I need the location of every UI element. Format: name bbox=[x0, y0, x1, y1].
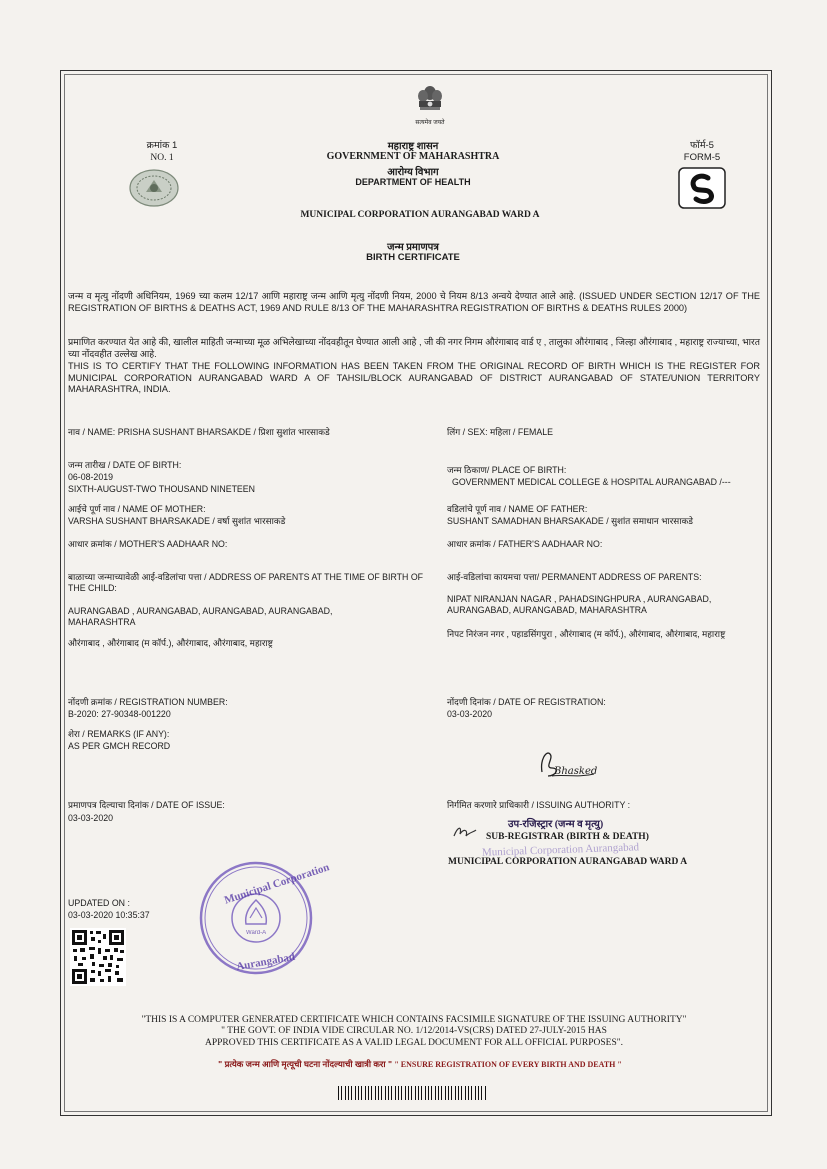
ensure-registration-en: " ENSURE REGISTRATION OF EVERY BIRTH AND DEATH " bbox=[394, 1060, 622, 1069]
certificate-title-mr: जन्म प्रमाणपत्र bbox=[387, 242, 439, 253]
remarks-label: शेरा / REMARKS (IF ANY): bbox=[68, 729, 170, 739]
seal-ward-text: Ward-A bbox=[246, 930, 267, 936]
corporation-title: MUNICIPAL CORPORATION AURANGABAD WARD A bbox=[300, 210, 540, 220]
registration-date-value: 03-03-2020 bbox=[447, 709, 492, 719]
authority-initials-icon bbox=[452, 822, 478, 842]
number-mr: क्रमांक 1 bbox=[146, 140, 178, 151]
emblem-motto: सत्यमेव जयते bbox=[415, 120, 445, 126]
sex-label: लिंग / SEX: bbox=[447, 427, 488, 437]
sex-value: महिला / FEMALE bbox=[490, 427, 554, 437]
signature-text: Bhasked bbox=[554, 766, 598, 777]
permanent-address-mr: निपट निरंजन नगर , पहाडसिंगपुरा , औरंगाबाद (म कॉर्प.), औरंगाबाद, औरंगाबाद, महाराष्ट्र bbox=[447, 629, 726, 639]
registration-number-value: B-2020: 27-90348-001220 bbox=[68, 709, 171, 719]
authority-stamp-line: Municipal Corporation Aurangabad bbox=[481, 841, 640, 859]
registration-date-label: नोंदणी दिनांक / DATE OF REGISTRATION: bbox=[447, 697, 606, 707]
issued-en: (ISSUED UNDER SECTION 12/17 OF THE REGISTRATION OF BIRTHS & DEATHS ACT, 1969 AND RULE 8/13 OF THE MAHARASHTRA REGISTRATION OF BIRTHS & DEATHS RULES 2000) bbox=[68, 291, 760, 313]
dob-words: SIXTH-AUGUST-TWO THOUSAND NINETEEN bbox=[68, 484, 256, 494]
gov-title-en: GOVERNMENT OF MAHARASHTRA bbox=[326, 151, 500, 162]
national-emblem-icon bbox=[412, 84, 448, 118]
updated-on-value: 03-03-2020 10:35:37 bbox=[68, 910, 150, 920]
footer-line-1: "THIS IS A COMPUTER GENERATED CERTIFICATE WHICH CONTAINS FACSIMILE SIGNATURE OF THE ISSUING AUTHORITY" bbox=[141, 1015, 687, 1025]
name-value: PRISHA SUSHANT BHARSAKDE / प्रिशा सुशांत भारसाकडे bbox=[117, 427, 330, 437]
father-aadhaar-label: आधार क्रमांक / FATHER'S AADHAAR NO: bbox=[447, 539, 603, 549]
seal-top-text: Municipal Corporation bbox=[222, 861, 331, 907]
birth-address-label: बाळाच्या जन्माच्यावेळी आई-वडिलांचा पत्ता / ADDRESS OF PARENTS AT THE TIME OF BIRTH OF THE CHILD: bbox=[68, 572, 424, 593]
issued-mr: जन्म व मृत्यु नोंदणी अधिनियम, 1969 च्या कलम 12/17 आणि महाराष्ट्र जन्म आणि मृत्यु नोंदणी नियम, 2000 चे नियम 8/13 अन्वये देण्यात आले आहे. bbox=[68, 291, 576, 301]
dob-label: जन्म तारीख / DATE OF BIRTH: bbox=[68, 460, 182, 470]
updated-on-label: UPDATED ON : bbox=[68, 898, 130, 908]
permanent-address-label: आई-वडिलांचा कायमचा पत्ता/ PERMANENT ADDRESS OF PARENTS: bbox=[447, 572, 702, 582]
qr-code bbox=[70, 928, 126, 986]
maharashtra-seal-icon bbox=[128, 168, 180, 208]
name-label: नाव / NAME: bbox=[68, 427, 116, 437]
issued-under-paragraph bbox=[68, 291, 760, 314]
ensure-registration-mr: " प्रत्येक जन्म आणि मृत्यूची घटना नोंदल्याची खात्री करा " bbox=[218, 1059, 392, 1069]
dept-title-en: DEPARTMENT OF HEALTH bbox=[355, 177, 471, 187]
permanent-address-en: NIPAT NIRANJAN NAGAR , PAHADSINGHPURA , AURANGABAD, AURANGABAD, AURANGABAD, MAHARASHTRA bbox=[447, 594, 712, 615]
registration-number-label: नोंदणी क्रमांक / REGISTRATION NUMBER: bbox=[68, 697, 228, 707]
mother-name-label: आईचे पूर्ण नाव / NAME OF MOTHER: bbox=[68, 504, 206, 514]
form-mr: फॉर्म-5 bbox=[690, 140, 714, 151]
mother-name-value: VARSHA SUSHANT BHARSAKADE / वर्षा सुशांत भारसाकडे bbox=[68, 516, 286, 526]
place-of-birth-label: जन्म ठिकाण/ PLACE OF BIRTH: bbox=[447, 465, 567, 475]
issue-date-value: 03-03-2020 bbox=[68, 813, 113, 823]
number-en: NO. 1 bbox=[150, 153, 174, 163]
footer-line-2: " THE GOVT. OF INDIA VIDE CIRCULAR NO. 1/12/2014-VS(CRS) DATED 27-JULY-2015 HAS bbox=[221, 1026, 607, 1036]
gov-title-mr: महाराष्ट्र शासन bbox=[387, 141, 439, 152]
dept-title-mr: आरोग्य विभाग bbox=[387, 167, 439, 178]
birth-address-mr: औरंगाबाद , औरंगाबाद (म कॉर्प.), औरंगाबाद, औरंगाबाद, महाराष्ट्र bbox=[68, 638, 273, 648]
sex-row bbox=[447, 427, 757, 438]
sub-registrar-mr: उप-रजिस्ट्रार (जन्म व मृत्यु) bbox=[508, 819, 604, 830]
remarks-value: AS PER GMCH RECORD bbox=[68, 741, 171, 751]
father-name-value: SUSHANT SAMADHAN BHARSAKADE / सुशांत समाधान भारसाकडे bbox=[447, 516, 693, 526]
dob-value: 06-08-2019 bbox=[68, 472, 113, 482]
ensure-registration-line bbox=[120, 1059, 720, 1070]
form-en: FORM-5 bbox=[683, 152, 721, 163]
birth-address-en: AURANGABAD , AURANGABAD, AURANGABAD, AURANGABAD, MAHARASHTRA bbox=[68, 606, 333, 627]
name-row bbox=[68, 427, 408, 438]
certificate-title-en: BIRTH CERTIFICATE bbox=[366, 252, 460, 263]
certify-mr-paragraph: प्रमाणित करण्यात येत आहे की, खालील माहिती जन्माच्या मूळ अभिलेखाच्या नोंदवहीतून घेण्यात आली आहे , जी की नगर निगम औरंगाबाद वार्ड ए , तालुका औरंगाबाद , जिल्हा औरंगाबाद , महाराष्ट्र राज्याच्या, भारत च्या नोंदवहीत उल्लेख आहे. bbox=[68, 337, 760, 359]
sub-registrar-corporation: MUNICIPAL CORPORATION AURANGABAD WARD A bbox=[448, 857, 688, 867]
health-logo-icon bbox=[678, 167, 726, 209]
issuing-authority-label: निर्गमित करणारे प्राधिकारी / ISSUING AUTHORITY : bbox=[447, 800, 631, 810]
place-of-birth-value: GOVERNMENT MEDICAL COLLEGE & HOSPITAL AURANGABAD /--- bbox=[452, 477, 731, 487]
sub-registrar-en: SUB-REGISTRAR (BIRTH & DEATH) bbox=[486, 832, 649, 842]
issue-date-label: प्रमाणपत्र दिल्याचा दिनांक / DATE OF ISSUE: bbox=[68, 800, 225, 810]
seal-bottom-text: Aurangabad bbox=[235, 950, 296, 974]
certify-en-paragraph: THIS IS TO CERTIFY THAT THE FOLLOWING INFORMATION HAS BEEN TAKEN FROM THE ORIGINAL RECORD OF BIRTH WHICH IS THE REGISTER FOR MUNICIPAL CORPORATION AURANGABAD WARD A OF TAHSIL/BLOCK AURANGABAD OF DISTRICT AURANGABAD OF STATE/UNION TERRITORY MAHARASHTRA, INDIA. bbox=[68, 361, 760, 394]
footer-line-3: APPROVED THIS CERTIFICATE AS A VALID LEGAL DOCUMENT FOR ALL OFFICIAL PURPOSES". bbox=[204, 1038, 624, 1048]
father-name-label: वडिलांचे पूर्ण नाव / NAME OF FATHER: bbox=[447, 504, 588, 514]
mother-aadhaar-label: आधार क्रमांक / MOTHER'S AADHAAR NO: bbox=[68, 539, 228, 549]
barcode bbox=[338, 1086, 488, 1100]
